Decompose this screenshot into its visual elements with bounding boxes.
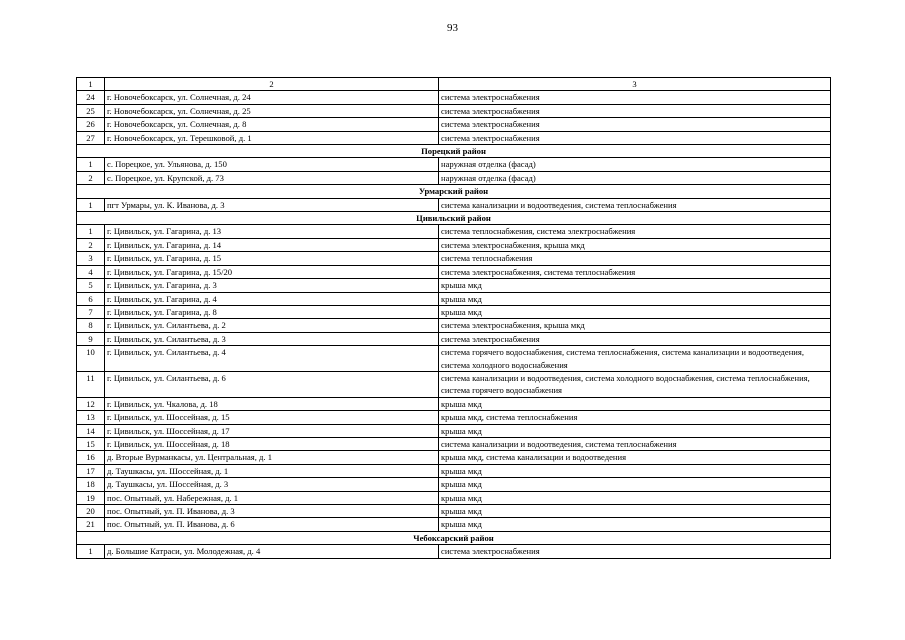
address-cell: г. Цивильск, ул. Шоссейная, д. 17 (105, 424, 439, 437)
table-row (77, 371, 831, 397)
table-row (77, 464, 831, 477)
district-title: Чебоксарский район (77, 531, 831, 544)
row-number: 2 (77, 171, 105, 184)
table-row (77, 292, 831, 305)
row-number: 25 (77, 104, 105, 117)
table-row (77, 279, 831, 292)
table-row (77, 252, 831, 265)
table-row (77, 118, 831, 131)
work-type-cell: система электроснабжения, система теплоснабжения (439, 265, 831, 278)
work-type-cell: крыша мкд (439, 397, 831, 410)
address-cell: д. Таушкасы, ул. Шоссейная, д. 3 (105, 478, 439, 491)
row-number: 11 (77, 371, 105, 397)
table-row (77, 332, 831, 345)
row-number: 15 (77, 437, 105, 450)
address-cell: г. Цивильск, ул. Шоссейная, д. 18 (105, 437, 439, 450)
table-row (77, 104, 831, 117)
row-number: 2 (77, 238, 105, 251)
row-number: 20 (77, 505, 105, 518)
row-number: 13 (77, 411, 105, 424)
work-type-cell: система электроснабжения, крыша мкд (439, 319, 831, 332)
address-cell: г. Цивильск, ул. Гагарина, д. 13 (105, 225, 439, 238)
address-cell: г. Новочебоксарск, ул. Солнечная, д. 24 (105, 91, 439, 104)
table-row (77, 305, 831, 318)
table-row (77, 397, 831, 410)
row-number: 17 (77, 464, 105, 477)
address-cell: г. Цивильск, ул. Шоссейная, д. 15 (105, 411, 439, 424)
address-cell: г. Цивильск, ул. Гагарина, д. 8 (105, 305, 439, 318)
work-type-cell: крыша мкд (439, 305, 831, 318)
address-cell: д. Большие Катраси, ул. Молодежная, д. 4 (105, 545, 439, 558)
work-type-cell: система канализации и водоотведения, система теплоснабжения (439, 198, 831, 211)
address-cell: с. Порецкое, ул. Ульянова, д. 150 (105, 158, 439, 171)
table-row (77, 198, 831, 211)
objects-table (76, 77, 831, 559)
work-type-cell: система канализации и водоотведения, система теплоснабжения (439, 437, 831, 450)
column-header-3: 3 (439, 78, 831, 91)
row-number: 1 (77, 198, 105, 211)
work-type-cell: крыша мкд, система канализации и водоотведения (439, 451, 831, 464)
row-number: 14 (77, 424, 105, 437)
table-row (77, 171, 831, 184)
table-row (77, 158, 831, 171)
row-number: 8 (77, 319, 105, 332)
row-number: 5 (77, 279, 105, 292)
table-row (77, 424, 831, 437)
row-number: 18 (77, 478, 105, 491)
work-type-cell: система электроснабжения (439, 91, 831, 104)
work-type-cell: система теплоснабжения, система электроснабжения (439, 225, 831, 238)
work-type-cell: крыша мкд (439, 518, 831, 531)
work-type-cell: система канализации и водоотведения, система холодного водоснабжения, система теплоснабжения, система горячего водоснабжения (439, 371, 831, 397)
work-type-cell: крыша мкд (439, 491, 831, 504)
address-cell: г. Цивильск, ул. Гагарина, д. 4 (105, 292, 439, 305)
district-title: Порецкий район (77, 145, 831, 158)
table-row (77, 437, 831, 450)
address-cell: г. Новочебоксарск, ул. Солнечная, д. 8 (105, 118, 439, 131)
table-row (77, 91, 831, 104)
work-type-cell: наружная отделка (фасад) (439, 158, 831, 171)
row-number: 1 (77, 158, 105, 171)
address-cell: г. Новочебоксарск, ул. Солнечная, д. 25 (105, 104, 439, 117)
row-number: 9 (77, 332, 105, 345)
row-number: 24 (77, 91, 105, 104)
row-number: 6 (77, 292, 105, 305)
work-type-cell: крыша мкд, система теплоснабжения (439, 411, 831, 424)
address-cell: г. Цивильск, ул. Силантьева, д. 2 (105, 319, 439, 332)
table-row (77, 346, 831, 372)
district-header-row (77, 531, 831, 544)
table-row (77, 505, 831, 518)
row-number: 1 (77, 225, 105, 238)
table-body (77, 78, 831, 559)
table-row (77, 478, 831, 491)
address-cell: с. Порецкое, ул. Крупской, д. 73 (105, 171, 439, 184)
column-number-row (77, 78, 831, 91)
work-type-cell: крыша мкд (439, 424, 831, 437)
work-type-cell: система электроснабжения (439, 104, 831, 117)
address-cell: д. Вторые Вурманкасы, ул. Центральная, д. 1 (105, 451, 439, 464)
address-cell: г. Цивильск, ул. Силантьева, д. 3 (105, 332, 439, 345)
table-row (77, 545, 831, 558)
address-cell: г. Новочебоксарск, ул. Терешковой, д. 1 (105, 131, 439, 144)
table-row (77, 265, 831, 278)
district-header-row (77, 185, 831, 198)
address-cell: д. Таушкасы, ул. Шоссейная, д. 1 (105, 464, 439, 477)
row-number: 27 (77, 131, 105, 144)
address-cell: г. Цивильск, ул. Гагарина, д. 15 (105, 252, 439, 265)
work-type-cell: крыша мкд (439, 279, 831, 292)
address-cell: пгт Урмары, ул. К. Иванова, д. 3 (105, 198, 439, 211)
address-cell: пос. Опытный, ул. П. Иванова, д. 3 (105, 505, 439, 518)
table-row (77, 225, 831, 238)
row-number: 21 (77, 518, 105, 531)
page-number: 93 (447, 22, 458, 34)
row-number: 10 (77, 346, 105, 372)
table-row (77, 238, 831, 251)
work-type-cell: система электроснабжения (439, 118, 831, 131)
column-header-1: 1 (77, 78, 105, 91)
row-number: 4 (77, 265, 105, 278)
work-type-cell: крыша мкд (439, 292, 831, 305)
work-type-cell: система горячего водоснабжения, система теплоснабжения, система канализации и водоотведения, система холодного водоснабжения (439, 346, 831, 372)
address-cell: г. Цивильск, ул. Гагарина, д. 3 (105, 279, 439, 292)
address-cell: г. Цивильск, ул. Гагарина, д. 14 (105, 238, 439, 251)
address-cell: г. Цивильск, ул. Гагарина, д. 15/20 (105, 265, 439, 278)
work-type-cell: система электроснабжения (439, 332, 831, 345)
address-cell: пос. Опытный, ул. Набережная, д. 1 (105, 491, 439, 504)
work-type-cell: наружная отделка (фасад) (439, 171, 831, 184)
work-type-cell: система теплоснабжения (439, 252, 831, 265)
work-type-cell: крыша мкд (439, 464, 831, 477)
row-number: 1 (77, 545, 105, 558)
table-row (77, 131, 831, 144)
row-number: 12 (77, 397, 105, 410)
table-row (77, 411, 831, 424)
table-row (77, 451, 831, 464)
table-row (77, 491, 831, 504)
column-header-2: 2 (105, 78, 439, 91)
address-cell: г. Цивильск, ул. Силантьева, д. 4 (105, 346, 439, 372)
work-type-cell: крыша мкд (439, 478, 831, 491)
table-row (77, 319, 831, 332)
district-title: Цивильский район (77, 212, 831, 225)
row-number: 3 (77, 252, 105, 265)
district-header-row (77, 145, 831, 158)
district-title: Урмарский район (77, 185, 831, 198)
address-cell: пос. Опытный, ул. П. Иванова, д. 6 (105, 518, 439, 531)
address-cell: г. Цивильск, ул. Чкалова, д. 18 (105, 397, 439, 410)
table-row (77, 518, 831, 531)
district-header-row (77, 212, 831, 225)
row-number: 26 (77, 118, 105, 131)
work-type-cell: система электроснабжения (439, 545, 831, 558)
row-number: 19 (77, 491, 105, 504)
work-type-cell: крыша мкд (439, 505, 831, 518)
work-type-cell: система электроснабжения, крыша мкд (439, 238, 831, 251)
work-type-cell: система электроснабжения (439, 131, 831, 144)
row-number: 7 (77, 305, 105, 318)
row-number: 16 (77, 451, 105, 464)
address-cell: г. Цивильск, ул. Силантьева, д. 6 (105, 371, 439, 397)
